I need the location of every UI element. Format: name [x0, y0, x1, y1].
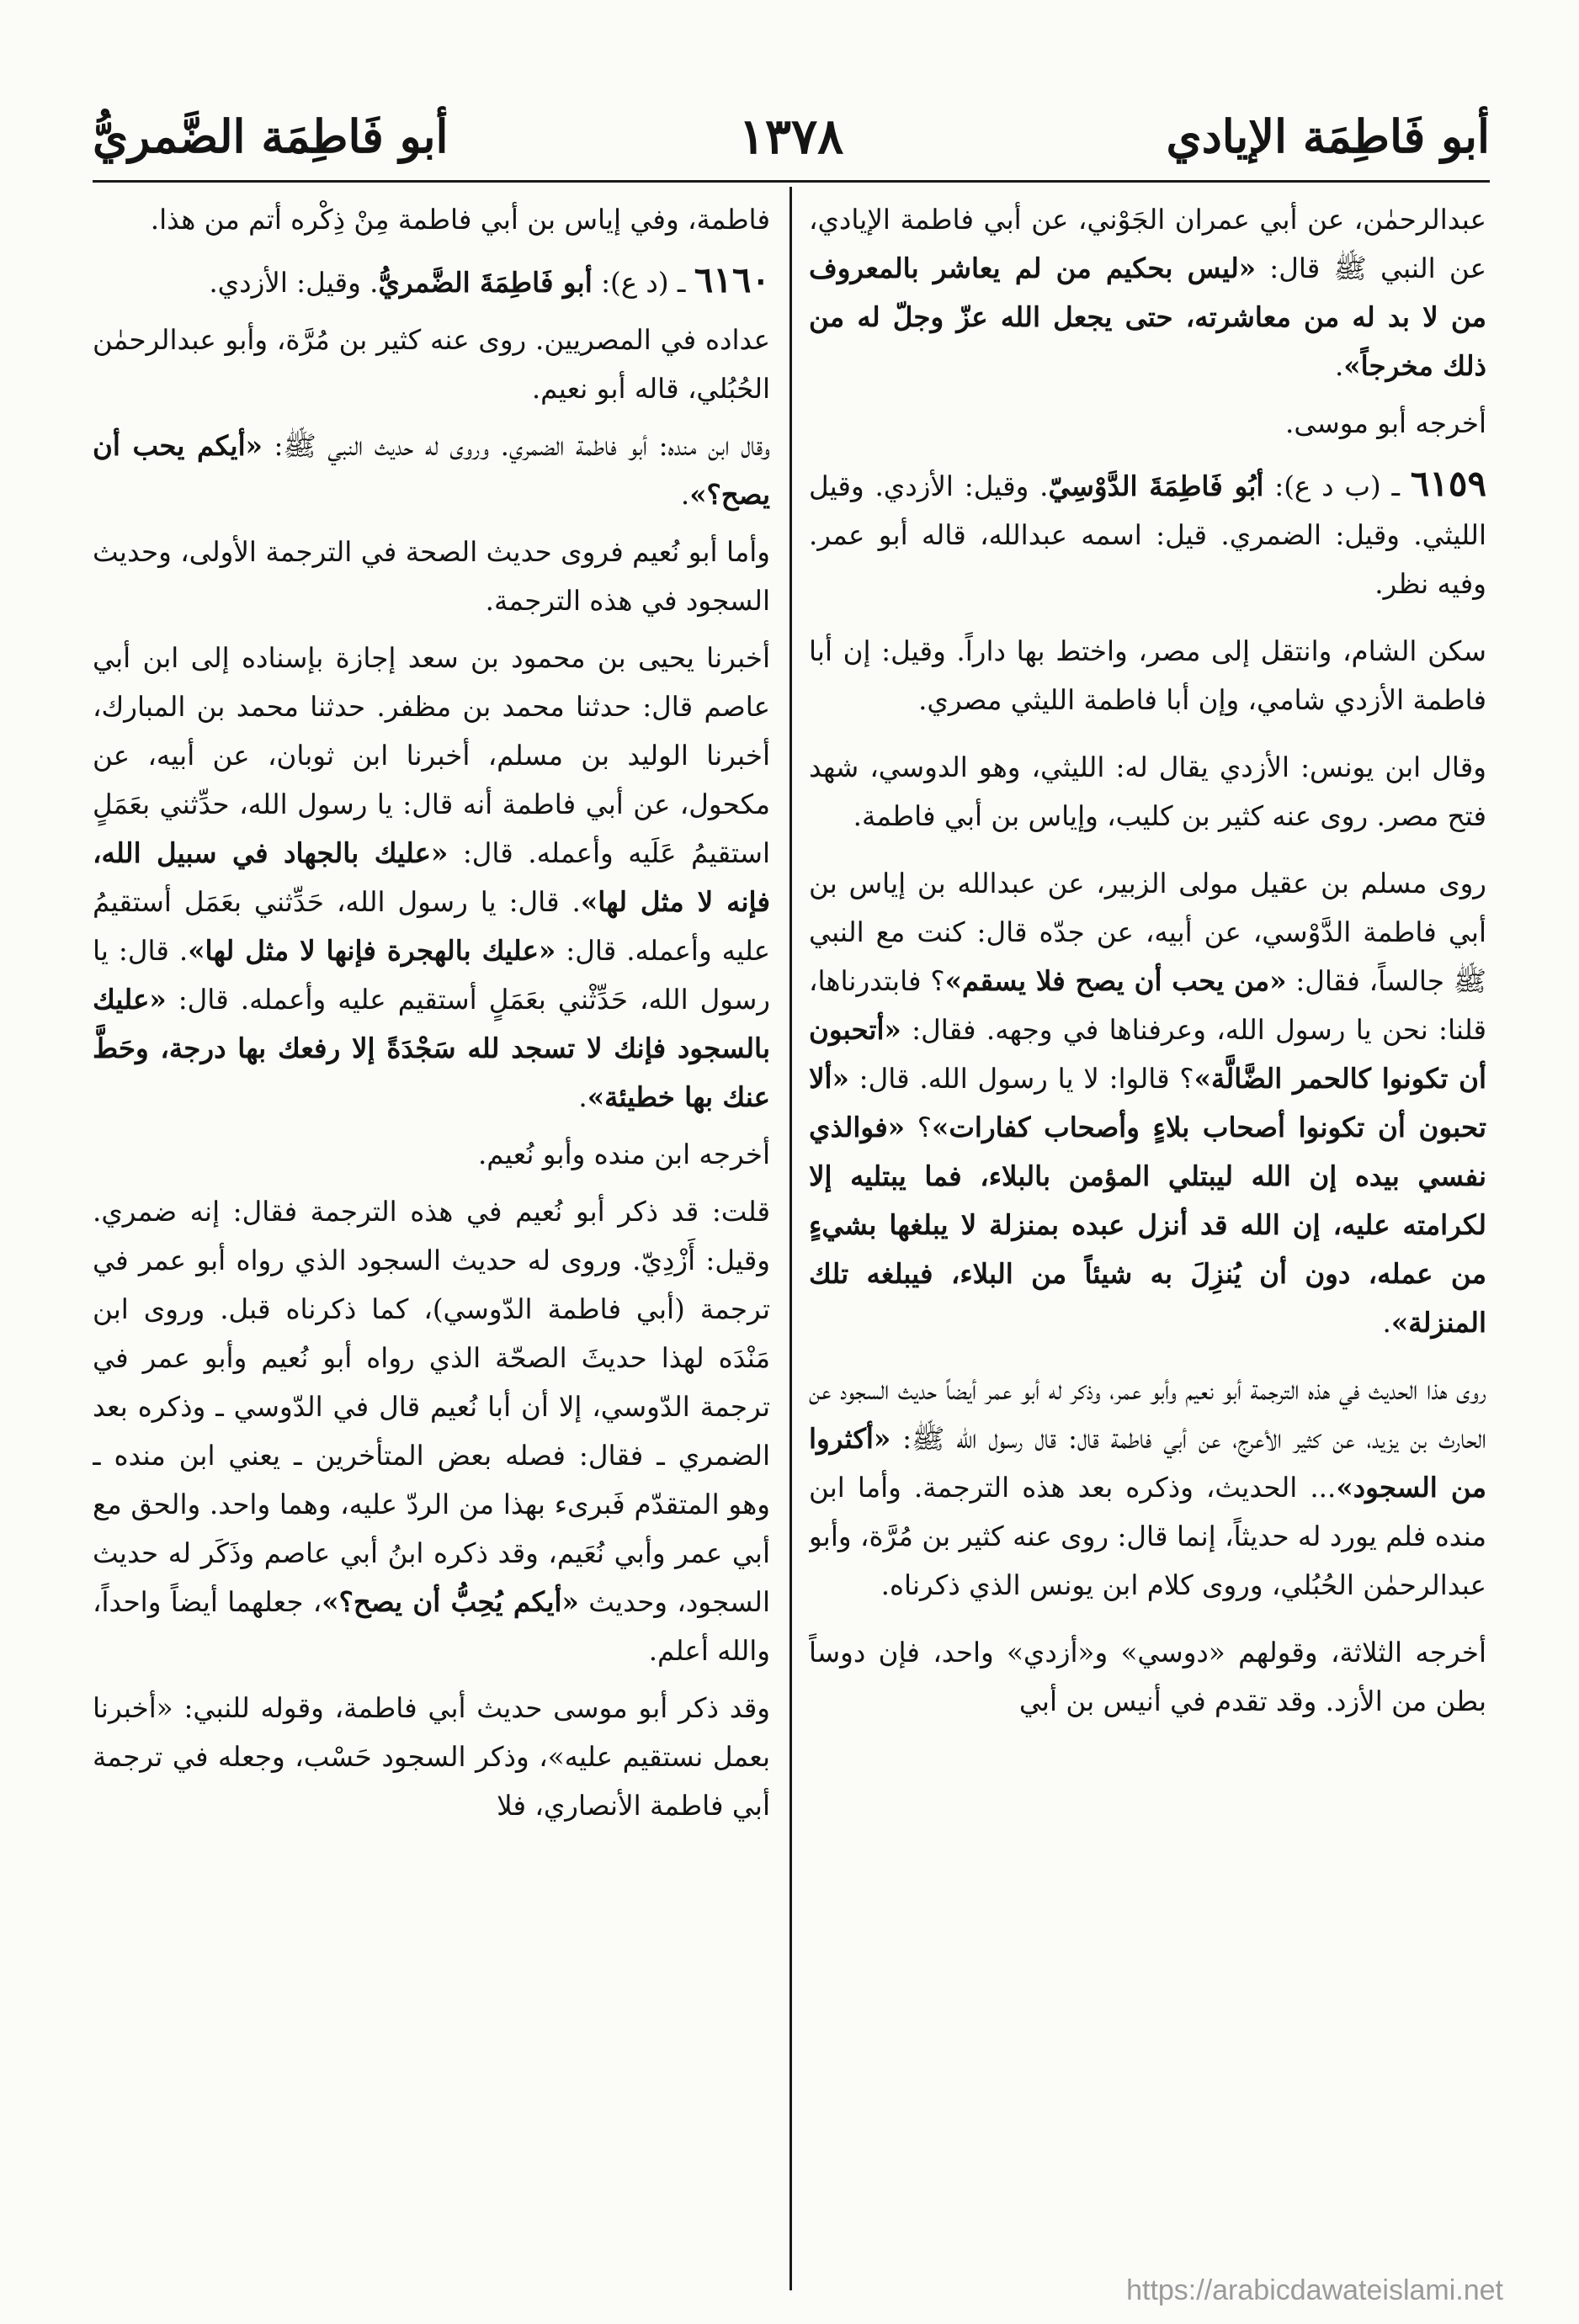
- paragraph: عداده في المصريين. روى عنه كثير بن مُرَّة، وأبو عبدالرحمٰن الحُبُلي، قاله أبو نعيم.: [93, 324, 770, 405]
- paragraph: وقال ابن يونس: الأزدي يقال له: الليثي، وهو الدوسي، شهد فتح مصر. روى عنه كثير بن كليب، وإياس بن أبي فاطمة.: [809, 751, 1486, 832]
- header-rule: [93, 180, 1490, 183]
- entry-6160: [93, 256, 770, 307]
- text-run: .: [1334, 350, 1344, 382]
- running-title-left: أبو فَاطِمَة الضَّمريُّ: [93, 109, 449, 163]
- paragraph: [809, 859, 1486, 1347]
- text-run: ... الحديث، وذكره بعد هذه الترجمة. وأما ابن منده فلم يورد له حديثاً، إنما قال: روى عنه كثير بن مُرَّة، وأبو عبدالرحمٰن الحُبُلي، وروى كلام ابن يونس الذي ذكرناه.: [809, 1472, 1486, 1601]
- text-run: . قال: يا رسول الله، حَدِّثْني بعَمَلٍ أستقيم عليه وأعمله. قال:: [93, 935, 770, 1016]
- column-divider: [790, 187, 792, 2290]
- text-run: ؟ قالوا: لا يا رسول الله. قال:: [848, 1063, 1194, 1095]
- paragraph: [93, 634, 770, 1122]
- paragraph: أخرجه ابن منده وأبو نُعيم.: [477, 1138, 770, 1170]
- hadith-quote: «عليك بالهجرة فإنها لا مثل لها»: [188, 934, 556, 967]
- entry-6159: [809, 459, 1486, 608]
- text-run: ، جعلهما أيضاً واحداً، والله أعلم.: [93, 1586, 770, 1667]
- paragraph: سكن الشام، وانتقل إلى مصر، واختط بها داراً. وقيل: إن أبا فاطمة الأزدي شامي، وإن أبا فاطمة الليثي مصري.: [809, 635, 1486, 716]
- page-number: ١٣٧٨: [738, 108, 844, 165]
- paragraph: وقد ذكر أبو موسى حديث أبي فاطمة، وقوله للنبي: «أخبرنا بعمل نستقيم عليه»، وذكر السجود حَسْب، وجعله في ترجمة أبي فاطمة الأنصاري، فلا: [93, 1692, 770, 1822]
- text-run: قلت: قد ذكر أبو نُعيم في هذه الترجمة فقال: إنه ضمري. وقيل: أَزْدِيّ. وروى له حديث السجود الذي رواه أبو عمر في ترجمة (أبي فاطمة الدّوسي)، كما ذكرناه قبل. وروى ابن مَنْدَه لهذا حديثَ الصحّة الذي رواه أبو نُعيم وأبو عمر في ترجمة الدّوسي، إلا أن أبا نُعيم قال في الدّوسي ـ وذكره بعد الضمري ـ فقال: فصله بعض المتأخرين ـ يعني ابن منده ـ وهو المتقدّم فَبرىء بهذا من الردّ عليه، وهما واحد. والحق مع أبي عمر وأبي نُعَيم، وقد ذكره ابنُ أبي عاصم وذَكَر له حديث السجود، وحديث: [93, 1196, 770, 1618]
- entry-number: ٦١٦٠: [694, 259, 770, 300]
- hadith-quote: «ليس بحكيم من لم يعاشر بالمعروف من لا بد له من معاشرته، حتى يجعل الله عزّ وجلّ له من ذلك مخرجاً»: [809, 252, 1486, 382]
- text-run: وقال ابن منده: أبو فاطمة الضمري. وروى له حديث النبي ﷺ:: [262, 430, 770, 462]
- entry-text: . وقيل: الأزدي. وقيل الليثي. وقيل: الضمري. قيل: اسمه عبدالله، قاله أبو عمر. وفيه نظر.: [809, 470, 1486, 600]
- text-run: عبدالرحمٰن، عن أبي عمران الجَوْني، عن أبي فاطمة الإيادي، عن النبي ﷺ قال:: [809, 204, 1486, 284]
- hadith-quote: «عليك بالجهاد في سبيل الله، فإنه لا مثل لها»: [93, 836, 770, 918]
- paragraph: وأما أبو نُعيم فروى حديث الصحة في الترجمة الأولى، وحديث السجود في هذه الترجمة.: [93, 536, 770, 617]
- entry-number: ٦١٥٩: [1410, 463, 1486, 504]
- text-run: .: [680, 479, 690, 511]
- entry-sigla: ـ (ب د ع):: [1263, 470, 1411, 502]
- running-title-right: أبو فَاطِمَة الإيادي: [1166, 109, 1490, 163]
- paragraph: أخرجه الثلاثة، وقولهم «دوسي» و«أزدي» واحد، فإن دوساً بطن من الأزد. وقد تقدم في أنيس بن أبي: [809, 1637, 1486, 1717]
- text-run: أخبرنا يحيى بن محمود بن سعد إجازة بإسناده إلى ابن أبي عاصم قال: حدثنا محمد بن مظفر. حدثنا محمد بن المبارك، أخبرنا الوليد بن مسلم، أخبرنا ابن ثوبان، عن أبيه، عن مكحول، عن أبي فاطمة أنه قال: يا رسول الله، حدِّثني بعَمَلٍ استقيمُ عَلَيه وأعمله. قال:: [93, 642, 770, 869]
- paragraph: فاطمة، وفي إياس بن أبي فاطمة مِنْ ذِكْره أتم من هذا.: [150, 204, 770, 236]
- paragraph: [809, 195, 1486, 390]
- hadith-quote: «عليك بالسجود فإنك لا تسجد لله سَجْدَةً إلا رفعك بها درجة، وحَطَّ عنك بها خطيئة»: [93, 983, 770, 1113]
- text-run: .: [578, 1081, 587, 1113]
- text-run: ؟: [905, 1112, 932, 1143]
- text-run: . قال: يا رسول الله، حَدِّثني بعَمَل أستقيمُ عليه وأعمله. قال:: [93, 886, 770, 967]
- text-run: .: [1382, 1307, 1391, 1339]
- paragraph: [93, 1187, 770, 1675]
- text-run: روى هذا الحديث في هذه الترجمة أبو نعيم وأبو عمر، وذكر له أبو عمر أيضاً حديث السجود عن الحارث بن يزيد، عن كثير الأعرج، عن أبي فاطمة قال: قال رسول الله ﷺ:: [809, 1374, 1486, 1455]
- hadith-quote: «أيكم يُحِبُّ أن يصح؟»: [322, 1585, 579, 1618]
- left-column: [93, 195, 770, 2290]
- paragraph: [809, 1366, 1486, 1610]
- entry-sigla: ـ (د ع):: [592, 267, 694, 299]
- text-run: روى مسلم بن عقيل مولى الزبير، عن عبدالله بن إياس بن أبي فاطمة الدَّوْسي، عن أبيه، عن جدّه قال: كنت مع النبي ﷺ جالساً، فقال:: [809, 868, 1486, 997]
- hadith-quote: «أتحبون أن تكونوا كالحمر الضَّالَّة»: [809, 1013, 1486, 1095]
- hadith-quote: «ألا تحبون أن تكونوا أصحاب بلاءٍ وأصحاب كفارات»: [809, 1062, 1486, 1143]
- hadith-quote: «من يحب أن يصح فلا يسقم»: [944, 964, 1287, 997]
- entry-text: . وقيل: الأزدي.: [209, 267, 379, 299]
- watermark-url: https://arabicdawateislami.net: [1126, 2274, 1503, 2306]
- paragraph: [93, 422, 770, 519]
- text-run: ؟ فابتدرناها، قلنا: نحن يا رسول الله، وعرفناها في وجهه. فقال:: [809, 965, 1486, 1046]
- hadith-quote: «فوالذي نفسي بيده إن الله ليبتلي المؤمن بالبلاء، فما يبتليه إلا لكرامته عليه، إن الله قد أنزل عبده بمنزلة لا يبلغها بشيءٍ من عمله، دون أن يُنزِلَ به شيئاً من البلاء، فيبلغه تلك المنزلة»: [809, 1111, 1486, 1339]
- entry-name: أبو فَاطِمَةَ الضَّمريُّ: [378, 266, 593, 299]
- hadith-quote: «أيكم يحب أن يصح؟»: [93, 429, 770, 511]
- entry-name: أبُو فَاطِمَةَ الدَّوْسِيّ: [1048, 470, 1264, 502]
- hadith-quote: «أكثروا من السجود»: [809, 1422, 1486, 1504]
- right-column: [809, 195, 1486, 2290]
- page-header: [93, 93, 1490, 168]
- paragraph: أخرجه أبو موسى.: [1285, 407, 1486, 439]
